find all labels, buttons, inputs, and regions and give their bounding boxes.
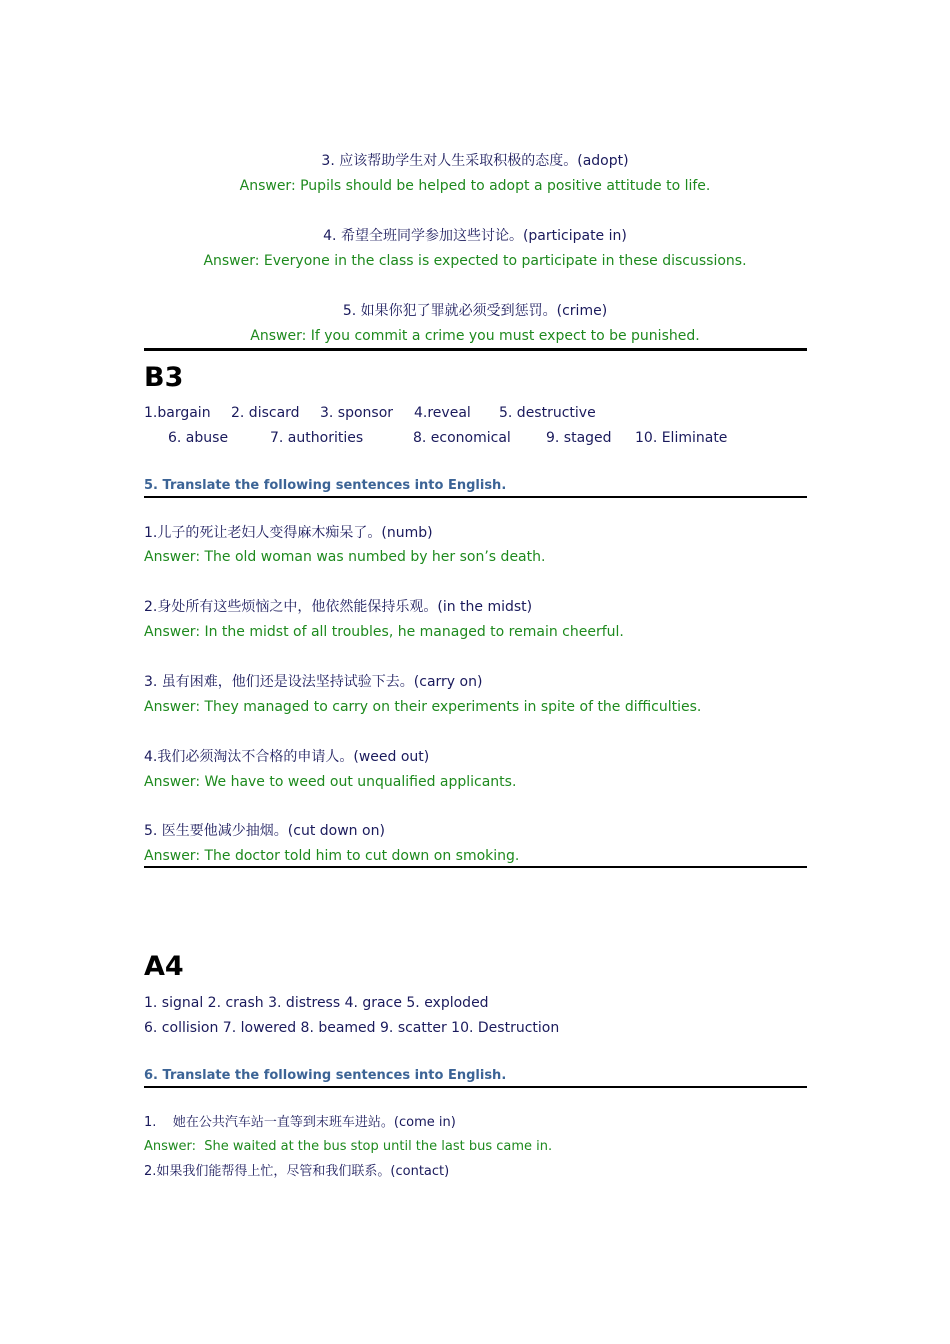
a4-vocab-row-1: 1. signal 2. crash 3. distress 4. grace 5. exploded	[144, 995, 489, 1011]
b3-vocab-item: 1.bargain	[144, 405, 211, 421]
top-question-4: 4. 希望全班同学参加这些讨论。(participate in)	[323, 228, 627, 244]
b3-vocab-item: 3. sponsor	[320, 405, 394, 421]
b3-vocab-item: 4.reveal	[414, 405, 471, 421]
b3-question-5: 5. 医生要他减少抽烟。(cut down on)	[144, 823, 385, 839]
b3-answer-1: Answer: The old woman was numbed by her son’s death.	[144, 549, 546, 565]
b3-vocab-item: 8. economical	[413, 430, 511, 446]
b3-vocab-row-2	[0, 428, 950, 448]
b3-end-rule	[144, 866, 807, 868]
b3-answer-5: Answer: The doctor told him to cut down on smoking.	[144, 848, 520, 864]
a4-vocab-row-2: 6. collision 7. lowered 8. beamed 9. scatter 10. Destruction	[144, 1020, 560, 1036]
b3-question-2: 2.身处所有这些烦恼之中，他依然能保持乐观。(in the midst)	[144, 599, 533, 615]
b3-heading: B3	[144, 362, 184, 393]
top-question-3: 3. 应该帮助学生对人生采取积极的态度。(adopt)	[321, 153, 629, 169]
b3-section-rule	[144, 496, 807, 498]
b3-question-3: 3. 虽有困难，他们还是设法坚持试验下去。(carry on)	[144, 674, 483, 690]
b3-vocab-item: 7. authorities	[270, 430, 364, 446]
b3-answer-4: Answer: We have to weed out unqualified applicants.	[144, 774, 517, 790]
b3-vocab-item: 6. abuse	[168, 430, 229, 446]
b3-vocab-item: 10. Eliminate	[635, 430, 728, 446]
b3-question-4: 4.我们必须淘汰不合格的申请人。(weed out)	[144, 749, 430, 765]
b3-vocab-item: 9. staged	[546, 430, 612, 446]
top-divider	[144, 348, 807, 351]
b3-vocab-row-1	[0, 403, 950, 423]
a4-question-1: 1. 她在公共汽车站一直等到末班车进站。(come in)	[144, 1115, 456, 1130]
b3-answer-2: Answer: In the midst of all troubles, he managed to remain cheerful.	[144, 624, 624, 640]
b3-vocab-item: 2. discard	[231, 405, 300, 421]
a4-heading: A4	[144, 951, 184, 982]
b3-answer-3: Answer: They managed to carry on their experiments in spite of the difficulties.	[144, 699, 702, 715]
b3-vocab-item: 5. destructive	[499, 405, 596, 421]
a4-section-rule	[144, 1086, 807, 1088]
top-question-5: 5. 如果你犯了罪就必须受到惩罚。(crime)	[342, 303, 608, 319]
top-answer-3: Answer: Pupils should be helped to adopt a positive attitude to life.	[239, 178, 711, 194]
a4-section-title: 6. Translate the following sentences into English.	[144, 1068, 507, 1083]
top-answer-5: Answer: If you commit a crime you must expect to be punished.	[250, 328, 700, 344]
a4-question-2: 2.如果我们能帮得上忙，尽管和我们联系。(contact)	[144, 1164, 450, 1179]
a4-answer-1: Answer: She waited at the bus stop until the last bus came in.	[144, 1139, 553, 1154]
b3-question-1: 1.儿子的死让老妇人变得麻木痴呆了。(numb)	[144, 525, 433, 541]
b3-section-title: 5. Translate the following sentences into English.	[144, 478, 507, 493]
top-answer-4: Answer: Everyone in the class is expected to participate in these discussions.	[203, 253, 747, 269]
